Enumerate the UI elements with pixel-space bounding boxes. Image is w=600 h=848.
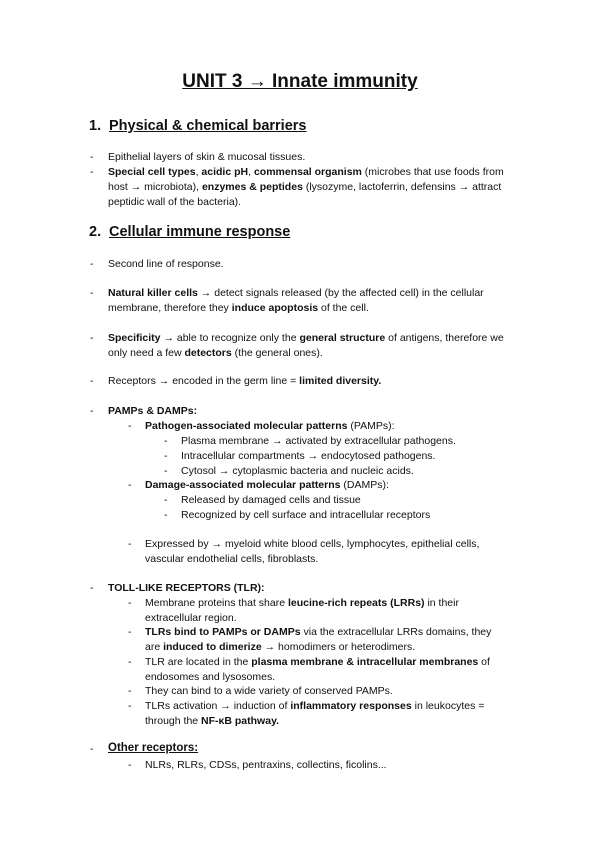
- list-item-cont: are induced to dimerize → homodimers or heterodimers.: [145, 641, 416, 653]
- bullet-dash: -: [90, 375, 94, 387]
- list-item-cont: only need a few detectors (the general ones).: [108, 347, 323, 359]
- bullet-dash: -: [128, 685, 132, 697]
- section-title: Physical & chemical barriers: [109, 118, 307, 134]
- list-item: Natural killer cells → detect signals released (by the affected cell) in the cellular: [108, 287, 484, 299]
- list-item: Damage-associated molecular patterns (DAMPs):: [145, 479, 389, 491]
- list-item: TLRs activation → induction of inflammatory responses in leukocytes =: [145, 700, 485, 712]
- section-heading-2: [89, 224, 290, 240]
- list-item-cont: membrane, therefore they induce apoptosis of the cell.: [108, 302, 369, 314]
- list-item: Specificity → able to recognize only the general structure of antigens, therefore we: [108, 332, 504, 344]
- list-item: Membrane proteins that share leucine-rich repeats (LRRs) in their: [145, 597, 459, 609]
- bullet-dash: -: [164, 450, 168, 462]
- subsection-heading: Other receptors:: [108, 742, 199, 754]
- list-item-cont: extracellular region.: [145, 612, 237, 624]
- bullet-dash: -: [90, 582, 94, 594]
- bullet-dash: -: [128, 626, 132, 638]
- list-item: Cytosol → cytoplasmic bacteria and nucleic acids.: [181, 465, 414, 477]
- bullet-dash: -: [128, 656, 132, 668]
- bullet-dash: -: [90, 405, 94, 417]
- bullet-dash: -: [90, 166, 94, 178]
- bullet-dash: -: [128, 597, 132, 609]
- list-item: Receptors → encoded in the germ line = limited diversity.: [108, 375, 382, 387]
- list-item: Epithelial layers of skin & mucosal tissues.: [108, 151, 306, 163]
- list-item: Plasma membrane → activated by extracellular pathogens.: [181, 435, 456, 447]
- bullet-dash: -: [128, 759, 132, 771]
- bullet-dash: -: [90, 258, 94, 270]
- bullet-dash: -: [164, 465, 168, 477]
- list-item: They can bind to a wide variety of conserved PAMPs.: [145, 685, 393, 697]
- bullet-dash: -: [128, 420, 132, 432]
- bullet-dash: -: [90, 743, 94, 755]
- subsection-heading: PAMPs & DAMPs:: [108, 405, 198, 417]
- list-item: NLRs, RLRs, CDSs, pentraxins, collectins, ficolins...: [145, 759, 387, 771]
- page-title: UNIT 3 → Innate immunity: [182, 71, 418, 92]
- bullet-dash: -: [164, 509, 168, 521]
- bullet-dash: -: [128, 538, 132, 550]
- section-number: 2.: [89, 224, 102, 240]
- bullet-dash: -: [164, 435, 168, 447]
- section-number: 1.: [89, 118, 102, 134]
- section-heading-1: [89, 118, 306, 134]
- list-item: TLR are located in the plasma membrane & intracellular membranes of: [145, 656, 490, 668]
- list-item: Intracellular compartments → endocytosed pathogens.: [181, 450, 436, 462]
- list-item-cont: vascular endothelial cells, fibroblasts.: [145, 553, 319, 565]
- list-item: Special cell types, acidic pH, commensal organism (microbes that use foods from: [108, 166, 504, 178]
- list-item-cont: host → microbiota), enzymes & peptides (lysozyme, lactoferrin, defensins → attract: [108, 181, 502, 193]
- bullet-dash: -: [90, 287, 94, 299]
- list-item-cont: through the NF-κB pathway.: [145, 715, 280, 727]
- list-item: Second line of response.: [108, 258, 224, 270]
- list-item-cont: peptidic wall of the bacteria).: [108, 196, 242, 208]
- bullet-dash: -: [128, 479, 132, 491]
- list-item: Expressed by → myeloid white blood cells, lymphocytes, epithelial cells,: [145, 538, 480, 550]
- bullet-dash: -: [90, 151, 94, 163]
- bullet-dash: -: [90, 332, 94, 344]
- bullet-dash: -: [128, 700, 132, 712]
- list-item: TLRs bind to PAMPs or DAMPs via the extracellular LRRs domains, they: [145, 626, 492, 638]
- section-title: Cellular immune response: [109, 224, 291, 240]
- list-item: Pathogen-associated molecular patterns (PAMPs):: [145, 420, 395, 432]
- list-item: Released by damaged cells and tissue: [181, 494, 361, 506]
- bullet-dash: -: [164, 494, 168, 506]
- list-item: Recognized by cell surface and intracellular receptors: [181, 509, 431, 521]
- subsection-heading: TOLL-LIKE RECEPTORS (TLR):: [108, 582, 265, 594]
- list-item-cont: endosomes and lysosomes.: [145, 671, 276, 683]
